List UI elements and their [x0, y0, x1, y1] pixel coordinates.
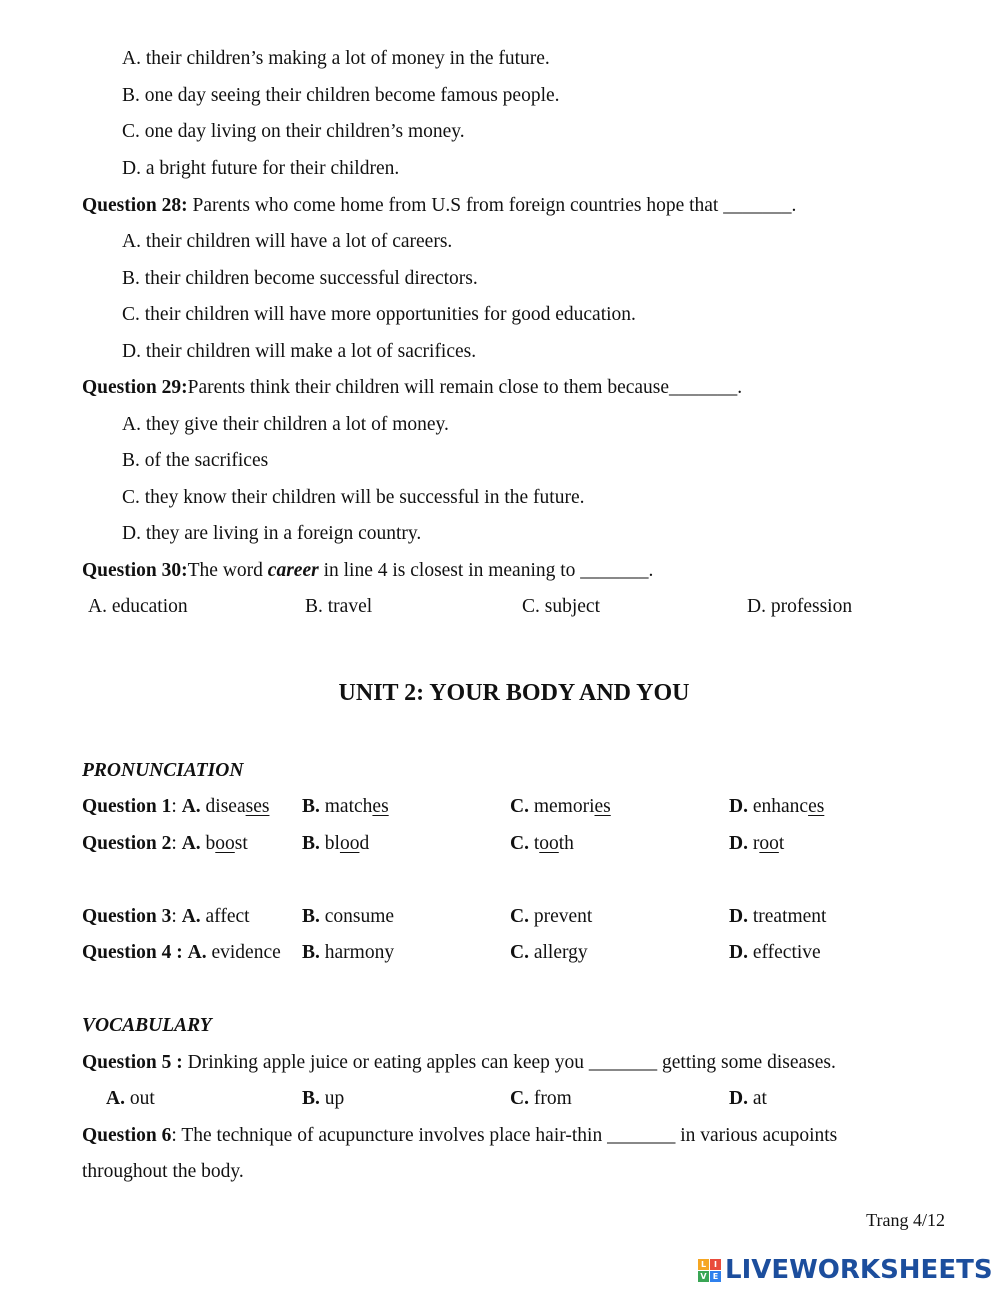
q28-prompt	[82, 194, 796, 218]
q29-text: Parents think their children will remain close to them because_______.	[187, 377, 743, 398]
pronunciation-heading: PRONUNCIATION	[82, 760, 244, 781]
vocab-q5-b: B. up	[302, 1088, 345, 1109]
pron-q1-b: B. matches	[302, 796, 389, 817]
pron-q4-label-wrap: Question 4 : A. evidence	[82, 942, 281, 963]
logo-text: LIVEWORKSHEETS	[725, 1255, 993, 1285]
pron-q4-a: evidence	[211, 942, 281, 963]
vocab-q5-c: C. from	[510, 1088, 572, 1109]
q30-keyword: career	[267, 560, 319, 581]
q30-option-d: D. profession	[747, 596, 853, 617]
pron-q4-d: D. effective	[729, 942, 821, 963]
pron-q4-label: Question 4 :	[82, 942, 183, 963]
q28-option-b: B. their children become successful directors.	[122, 268, 478, 289]
vocab-q6-prompt	[82, 1124, 837, 1148]
pron-q2-label: Question 2	[82, 833, 172, 854]
q28-text: Parents who come home from U.S from foreign countries hope that _______.	[187, 195, 797, 216]
pron-q1-d: D. enhances	[729, 796, 825, 817]
logo-tiles-icon	[698, 1259, 721, 1282]
vocab-q5-label: Question 5 :	[82, 1052, 183, 1073]
pron-q1-label: Question 1	[82, 796, 172, 817]
pron-q3-b: B. consume	[302, 906, 395, 927]
pron-q3-c: C. prevent	[510, 906, 593, 927]
pron-q2-a: boost	[205, 833, 248, 854]
pron-q3-label: Question 3	[82, 906, 172, 927]
q30-option-a: A. education	[88, 596, 188, 617]
q30-option-b: B. travel	[305, 596, 373, 617]
pron-q2-b: B. blood	[302, 833, 370, 854]
pron-q2-c: C. tooth	[510, 833, 574, 854]
pron-q2-d: D. root	[729, 833, 785, 854]
pron-q3-d: D. treatment	[729, 906, 827, 927]
q27-option-a: A. their children’s making a lot of money in the future.	[122, 48, 550, 69]
vocabulary-heading: VOCABULARY	[82, 1015, 212, 1036]
q28-label: Question 28:	[82, 195, 188, 216]
q29-option-a: A. they give their children a lot of money.	[122, 414, 449, 435]
pron-q3-a: affect	[205, 906, 250, 927]
pron-q1-a: diseases	[205, 796, 270, 817]
vocab-q5-d: D. at	[729, 1088, 767, 1109]
q29-prompt	[82, 376, 742, 400]
q27-option-b: B. one day seeing their children become famous people.	[122, 85, 560, 106]
pron-q4-b: B. harmony	[302, 942, 395, 963]
logo-tile: V	[698, 1271, 709, 1282]
letter-a: A.	[181, 796, 201, 817]
q28-option-d: D. their children will make a lot of sacrifices.	[122, 341, 477, 362]
vocab-q5-a: A. out	[106, 1088, 155, 1109]
q28-option-a: A. their children will have a lot of careers.	[122, 231, 453, 252]
pron-q3-label-wrap: Question 3: A. affect	[82, 906, 250, 927]
q27-option-c: C. one day living on their children’s money.	[122, 121, 465, 142]
q29-label: Question 29:	[82, 377, 188, 398]
logo-tile: I	[710, 1259, 721, 1270]
pron-q1-c: C. memories	[510, 796, 611, 817]
logo-tile: L	[698, 1259, 709, 1270]
vocab-q6-label: Question 6	[82, 1125, 172, 1146]
q30-label: Question 30:	[82, 560, 188, 581]
page-number: Trang 4/12	[866, 1210, 945, 1230]
q28-option-c: C. their children will have more opportunities for good education.	[122, 304, 636, 325]
logo-tile: E	[710, 1271, 721, 1282]
q30-text-after: in line 4 is closest in meaning to _______.	[318, 560, 654, 581]
q29-option-d: D. they are living in a foreign country.	[122, 523, 422, 544]
vocab-q5-prompt	[82, 1051, 836, 1075]
q30-text-before: The word	[187, 560, 268, 581]
q30-option-c: C. subject	[522, 596, 600, 617]
vocab-q6-text-continued: throughout the body.	[82, 1161, 244, 1182]
unit-title: UNIT 2: YOUR BODY AND YOU	[338, 680, 690, 706]
pron-q4-c: C. allergy	[510, 942, 588, 963]
pron-q1-label-wrap: Question 1: A. diseases	[82, 796, 270, 817]
vocab-q5-text: Drinking apple juice or eating apples can keep you _______ getting some diseases.	[182, 1052, 836, 1073]
vocab-q6-text: : The technique of acupuncture involves place hair-thin _______ in various acupoints	[171, 1125, 838, 1146]
q30-prompt	[82, 559, 653, 583]
q29-option-b: B. of the sacrifices	[122, 450, 269, 471]
q29-option-c: C. they know their children will be successful in the future.	[122, 487, 585, 508]
liveworksheets-logo	[698, 1255, 993, 1285]
q27-option-d: D. a bright future for their children.	[122, 158, 400, 179]
pron-q2-label-wrap: Question 2: A. boost	[82, 833, 248, 854]
